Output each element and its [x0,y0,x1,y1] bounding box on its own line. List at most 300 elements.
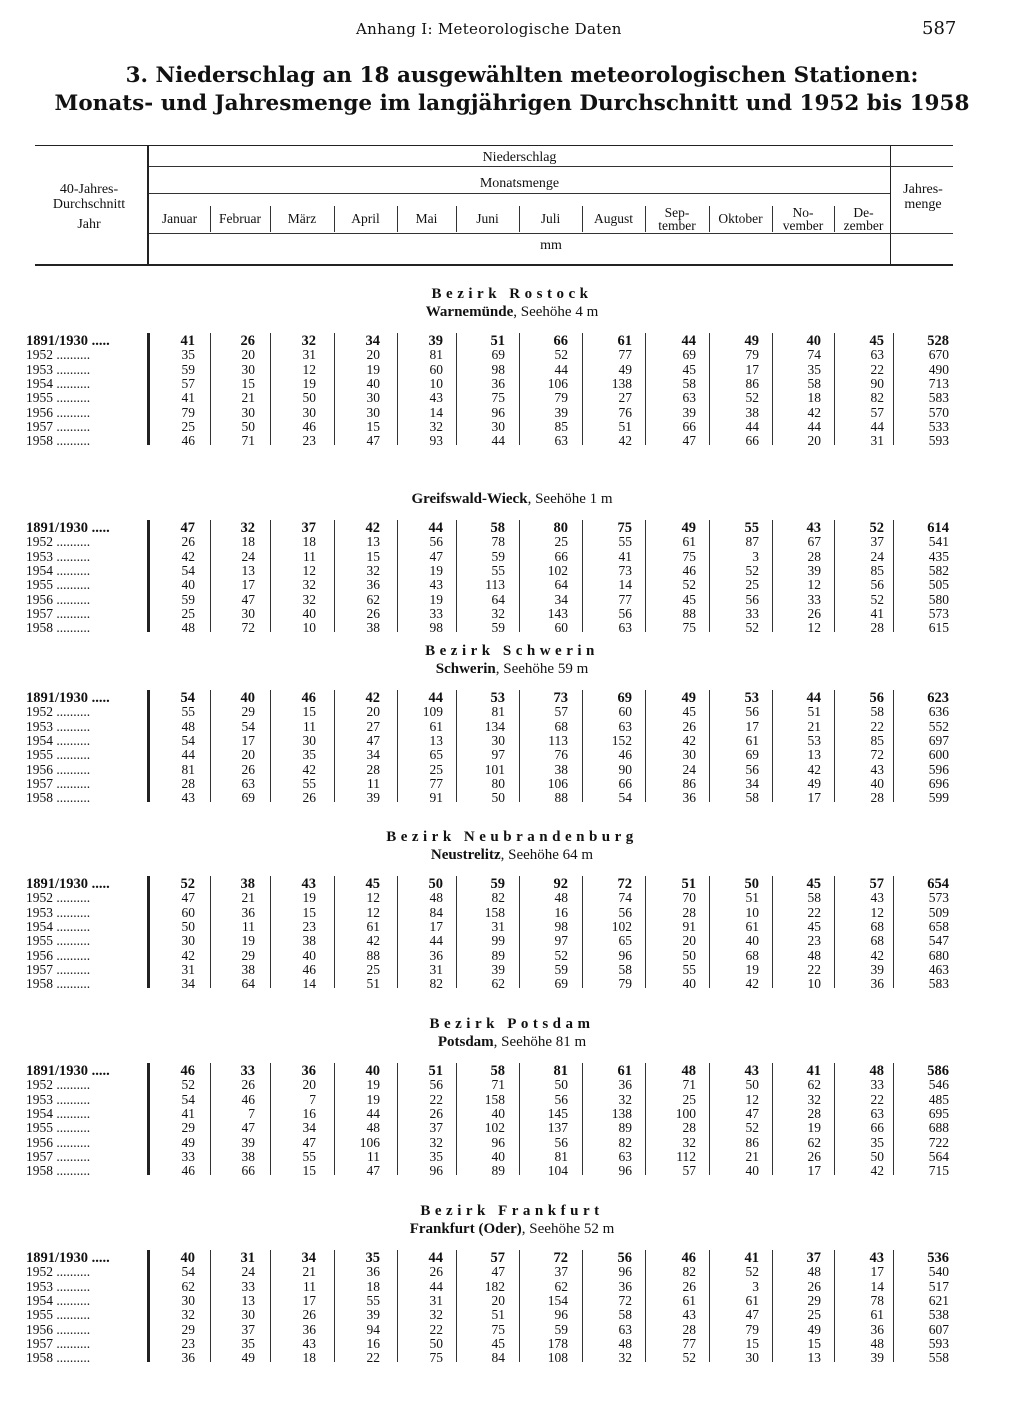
running-head [0,20,1024,42]
month-value: 37 [806,1250,821,1266]
month-value: 46 [241,1091,255,1107]
month-value: 44 [428,520,443,536]
month-value: 40 [181,577,195,593]
month-value: 46 [181,1163,195,1179]
month-value: 56 [870,577,884,593]
month-value: 69 [617,690,632,706]
annual-value: 552 [928,718,949,734]
month-value: 23 [181,1335,195,1351]
jahresmenge-line: menge [904,197,942,212]
month-value: 28 [807,548,821,564]
month-value: 48 [181,620,195,636]
page-number: 587 [922,18,957,39]
month-value: 50 [302,390,316,406]
month-value: 36 [870,976,884,992]
year-label: 1958 .......... [26,621,91,636]
month-value: 60 [554,620,568,636]
month-value: 72 [618,1292,632,1308]
month-value: 3 [752,548,759,564]
month-value: 108 [547,1350,568,1366]
month-value: 33 [745,605,759,621]
month-value: 66 [618,775,632,791]
month-value: 24 [870,548,884,564]
month-value: 41 [744,1250,759,1266]
month-value: 78 [870,1292,884,1308]
month-value: 26 [302,790,316,806]
station-heading [0,304,1024,321]
month-value: 33 [870,1077,884,1093]
station-name: Potsdam [437,1034,494,1050]
month-value: 31 [181,961,195,977]
month-value: 21 [302,1264,316,1280]
year-label: 1958 .......... [26,1351,91,1366]
month-header-line: tember [658,218,696,233]
year-label: 1954 .......... [26,733,91,748]
month-value: 59 [491,620,505,636]
year-label: 1955 .......... [26,1308,91,1323]
year-label: 1955 .......... [26,934,91,949]
month-value: 92 [553,876,568,892]
month-value: 50 [682,947,696,963]
month-value: 13 [807,1350,821,1366]
month-separator [397,206,398,232]
month-value: 79 [745,1321,759,1337]
month-value: 65 [429,747,443,763]
month-value: 32 [302,577,316,593]
year-label: 1952 .......... [26,535,91,550]
month-value: 68 [870,933,884,949]
month-value: 100 [675,1105,696,1121]
month-value: 38 [554,761,568,777]
month-value: 94 [366,1321,380,1337]
month-value: 47 [241,1120,255,1136]
month-value: 76 [554,747,568,763]
month-value: 61 [745,918,759,934]
month-header [646,206,708,232]
month-value: 47 [180,520,195,536]
month-value: 46 [181,433,195,449]
month-value: 19 [302,375,316,391]
month-value: 62 [181,1278,195,1294]
month-value: 47 [491,1264,505,1280]
month-value: 77 [618,591,632,607]
month-value: 46 [301,690,316,706]
month-header [773,206,833,232]
station-heading [0,1221,1024,1238]
month-value: 30 [491,732,505,748]
month-value: 12 [870,904,884,920]
month-value: 79 [554,390,568,406]
station-rows [0,518,1024,634]
month-value: 13 [807,747,821,763]
month-value: 42 [181,548,195,564]
month-value: 96 [618,947,632,963]
rule [149,193,890,194]
month-value: 35 [241,1335,255,1351]
year-label: 1953 .......... [26,1092,91,1107]
table-row [0,720,1024,734]
month-value: 13 [429,732,443,748]
month-value: 11 [367,1148,380,1164]
month-value: 63 [618,620,632,636]
month-value: 96 [491,404,505,420]
month-value: 27 [366,718,380,734]
month-value: 64 [554,577,568,593]
stub-line: Durchschnitt [52,197,126,212]
month-value: 22 [366,1350,380,1366]
month-value: 48 [366,1120,380,1136]
station-name: Warnemünde [425,304,514,320]
month-value: 113 [548,732,568,748]
month-value: 68 [554,718,568,734]
month-value: 96 [618,1163,632,1179]
month-header [335,212,396,238]
station-elevation: , Seehöhe 59 m [495,661,589,677]
month-value: 43 [682,1307,696,1323]
table-row [0,334,1024,348]
month-value: 32 [181,1307,195,1323]
month-value: 82 [491,890,505,906]
month-header-line: Oktober [718,211,763,226]
month-value: 134 [484,718,505,734]
annual-value: 463 [928,961,949,977]
table-row [0,1280,1024,1294]
month-value: 32 [366,562,380,578]
month-value: 69 [682,347,696,363]
month-value: 40 [302,947,316,963]
month-value: 42 [682,732,696,748]
year-label: 1953 .......... [26,549,91,564]
station-name: Neustrelitz [430,847,501,863]
month-value: 57 [490,1250,505,1266]
month-value: 14 [302,976,316,992]
month-value: 61 [617,1063,632,1079]
month-value: 93 [429,433,443,449]
month-value: 41 [618,548,632,564]
month-value: 12 [366,904,380,920]
month-value: 33 [241,1278,255,1294]
month-value: 28 [870,620,884,636]
month-value: 70 [682,890,696,906]
month-value: 52 [554,347,568,363]
month-value: 49 [241,1350,255,1366]
month-value: 29 [241,947,255,963]
year-label: 1956 .......... [26,592,91,607]
table-row [0,906,1024,920]
month-value: 36 [366,1264,380,1280]
month-value: 68 [745,947,759,963]
annual-value: 688 [928,1120,949,1136]
month-value: 96 [618,1264,632,1280]
month-value: 48 [181,718,195,734]
annual-value: 593 [928,433,949,449]
month-value: 44 [745,418,759,434]
station-elevation: , Seehöhe 4 m [513,304,599,320]
month-value: 12 [807,577,821,593]
table-row [0,406,1024,420]
table-row [0,420,1024,434]
month-value: 41 [806,1063,821,1079]
annual-value: 697 [928,732,949,748]
month-value: 63 [241,775,255,791]
month-value: 47 [366,1163,380,1179]
annual-value: 636 [928,704,949,720]
month-value: 75 [491,390,505,406]
month-value: 82 [618,1134,632,1150]
month-value: 71 [491,1077,505,1093]
month-value: 75 [617,520,632,536]
month-value: 48 [429,890,443,906]
month-value: 40 [302,605,316,621]
month-value: 31 [870,433,884,449]
month-value: 50 [491,790,505,806]
month-value: 38 [366,620,380,636]
month-value: 28 [870,790,884,806]
month-value: 17 [807,790,821,806]
month-value: 28 [807,1105,821,1121]
year-label: 1954 .......... [26,1293,91,1308]
month-value: 26 [181,534,195,550]
stub-header [35,182,143,232]
year-label: 1953 .......... [26,1279,91,1294]
month-value: 30 [302,404,316,420]
table-title-line-2: Monats- und Jahresmenge im langjährigen Durchschnitt und 1952 bis 1958 [54,91,970,116]
month-value: 48 [681,1063,696,1079]
month-value: 47 [302,1134,316,1150]
month-value: 40 [682,976,696,992]
month-value: 19 [429,591,443,607]
station-rows [0,1248,1024,1364]
month-value: 40 [806,333,821,349]
month-value: 78 [491,534,505,550]
table-row [0,791,1024,805]
table-row [0,1078,1024,1092]
month-value: 22 [870,718,884,734]
month-header-line: vember [782,218,824,233]
month-value: 58 [745,790,759,806]
month-value: 26 [429,1264,443,1280]
station-heading [0,1034,1024,1051]
unit-label: mm [540,238,562,253]
table-row [0,891,1024,905]
table-row [0,1136,1024,1150]
month-value: 42 [181,947,195,963]
table-row [0,564,1024,578]
month-value: 47 [181,890,195,906]
month-value: 43 [869,1250,884,1266]
month-value: 33 [240,1063,255,1079]
year-label: 1958 .......... [26,1164,91,1179]
table-row [0,1164,1024,1178]
month-separator [582,206,583,232]
table-row [0,377,1024,391]
month-value: 19 [745,961,759,977]
rule [149,166,953,167]
annual-value: 715 [928,1163,949,1179]
month-value: 61 [682,534,696,550]
month-value: 106 [359,1134,380,1150]
annual-value: 490 [928,361,949,377]
month-value: 42 [807,404,821,420]
month-value: 43 [181,790,195,806]
month-separator [772,206,773,232]
month-value: 61 [745,1292,759,1308]
month-value: 72 [870,747,884,763]
month-value: 73 [618,562,632,578]
month-value: 42 [618,433,632,449]
month-value: 26 [241,1077,255,1093]
month-value: 13 [366,534,380,550]
month-value: 45 [869,333,884,349]
month-value: 42 [745,976,759,992]
annual-value: 573 [928,605,949,621]
month-value: 21 [241,890,255,906]
month-value: 59 [554,961,568,977]
month-value: 81 [491,704,505,720]
month-value: 79 [618,976,632,992]
station-elevation: , Seehöhe 1 m [527,491,613,507]
month-value: 52 [181,1077,195,1093]
month-separator [210,206,211,232]
month-value: 62 [807,1134,821,1150]
month-value: 40 [491,1105,505,1121]
year-label: 1954 .......... [26,563,91,578]
month-value: 21 [241,390,255,406]
year-label: 1958 .......... [26,434,91,449]
month-value: 58 [490,520,505,536]
month-value: 50 [870,1148,884,1164]
month-value: 109 [422,704,443,720]
month-value: 104 [547,1163,568,1179]
month-value: 21 [745,1148,759,1164]
month-value: 77 [618,347,632,363]
month-value: 55 [682,961,696,977]
month-value: 38 [240,876,255,892]
year-label: 1956 .......... [26,948,91,963]
month-value: 56 [617,1250,632,1266]
month-value: 29 [181,1321,195,1337]
month-value: 57 [869,876,884,892]
month-value: 30 [302,732,316,748]
station-elevation: , Seehöhe 52 m [521,1221,615,1237]
month-value: 73 [553,690,568,706]
month-value: 72 [241,620,255,636]
annual-value: 695 [928,1105,949,1121]
month-value: 50 [744,876,759,892]
month-value: 56 [869,690,884,706]
month-value: 40 [180,1250,195,1266]
month-header-line: März [287,211,317,226]
month-value: 38 [241,1148,255,1164]
month-value: 32 [302,591,316,607]
month-value: 23 [807,933,821,949]
month-value: 44 [806,690,821,706]
month-value: 22 [870,361,884,377]
table-row [0,550,1024,564]
annual-value: 564 [928,1148,949,1164]
year-label: 1891/1930 ..... [26,877,110,891]
month-value: 63 [618,718,632,734]
month-value: 46 [682,562,696,578]
month-header-line: April [351,211,380,226]
month-value: 36 [302,1321,316,1337]
month-value: 37 [870,534,884,550]
month-value: 55 [302,1148,316,1164]
month-value: 58 [618,1307,632,1323]
month-value: 44 [870,418,884,434]
month-value: 59 [181,361,195,377]
month-value: 138 [611,375,632,391]
month-value: 64 [241,976,255,992]
month-value: 56 [618,904,632,920]
year-label: 1956 .......... [26,405,91,420]
month-value: 35 [429,1148,443,1164]
month-value: 49 [618,361,632,377]
jahresmenge-header [893,182,953,212]
month-value: 30 [241,605,255,621]
month-value: 51 [428,1063,443,1079]
table-title-line-1: 3. Niederschlag an 18 ausgewählten meteorologischen Stationen: [125,63,919,88]
month-value: 47 [745,1307,759,1323]
month-value: 58 [682,375,696,391]
month-value: 47 [682,433,696,449]
month-value: 43 [870,890,884,906]
month-value: 32 [240,520,255,536]
month-value: 36 [429,947,443,963]
month-value: 31 [302,347,316,363]
month-value: 30 [491,418,505,434]
month-value: 91 [682,918,696,934]
table-row [0,763,1024,777]
month-value: 44 [429,933,443,949]
year-label: 1952 .......... [26,1078,91,1093]
month-value: 31 [491,918,505,934]
month-value: 44 [491,433,505,449]
month-value: 23 [302,918,316,934]
month-value: 58 [618,961,632,977]
month-value: 20 [491,1292,505,1308]
table-row [0,521,1024,535]
annual-value: 546 [928,1077,949,1093]
month-value: 45 [682,591,696,607]
month-value: 49 [744,333,759,349]
month-value: 27 [618,390,632,406]
month-value: 61 [429,718,443,734]
month-value: 52 [682,1350,696,1366]
month-header [398,212,455,238]
month-value: 56 [554,1134,568,1150]
month-value: 46 [681,1250,696,1266]
annual-value: 570 [928,404,949,420]
month-value: 40 [870,775,884,791]
month-value: 82 [682,1264,696,1280]
annual-value: 540 [928,1264,949,1280]
monatsmenge-header: Monatsmenge [479,176,560,191]
bezirk-heading: Bezirk Rostock [431,286,593,302]
month-value: 54 [618,790,632,806]
month-value: 18 [302,534,316,550]
month-value: 178 [547,1335,568,1351]
month-value: 22 [870,1091,884,1107]
month-value: 44 [366,1105,380,1121]
month-value: 30 [366,390,380,406]
month-value: 88 [554,790,568,806]
month-value: 15 [302,704,316,720]
month-value: 72 [553,1250,568,1266]
month-value: 25 [807,1307,821,1323]
month-value: 102 [484,1120,505,1136]
month-value: 32 [491,605,505,621]
